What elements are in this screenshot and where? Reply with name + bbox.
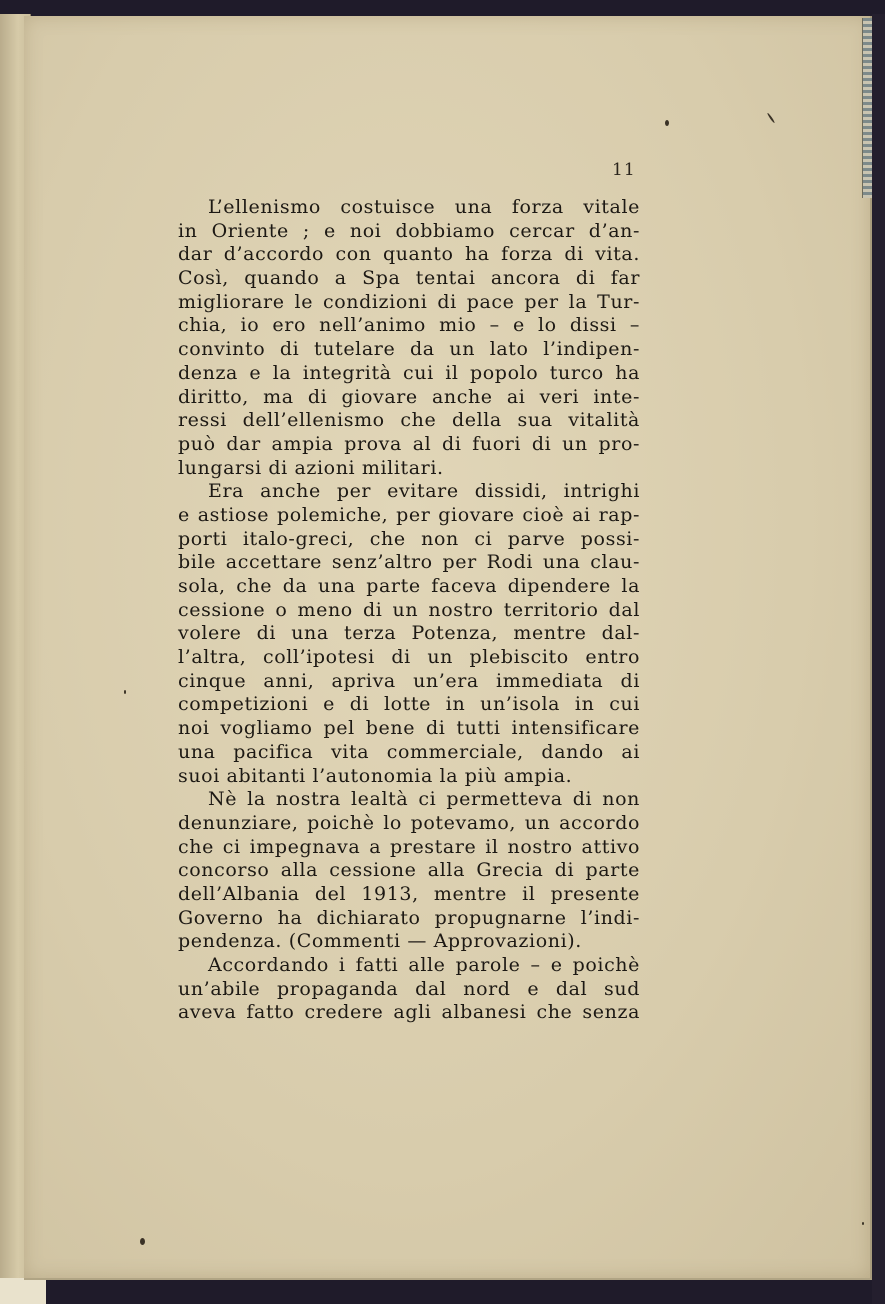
text-line: cinque anni, apriva un’era immediata di	[178, 669, 640, 692]
text-line: suoi abitanti l’autonomia la più ampia.	[178, 764, 573, 787]
text-line: concorso alla cessione alla Grecia di parte	[178, 859, 640, 882]
text-line: volere di una terza Potenza, mentre dal-	[178, 622, 640, 645]
text-line: lungarsi di azioni militari.	[178, 456, 444, 479]
paper-speck	[862, 1222, 864, 1225]
body-text	[178, 196, 640, 1025]
paper-speck	[665, 120, 669, 126]
paper-speck	[140, 1238, 145, 1245]
paper-speck	[124, 690, 126, 694]
text-line: dell’Albania del 1913, mentre il presente	[178, 882, 640, 905]
text-line: diritto, ma di giovare anche ai veri inte-	[178, 385, 640, 408]
text-line: denza e la integrità cui il popolo turco ha	[178, 361, 640, 384]
text-line: chia, io ero nell’animo mio – e lo dissi –	[178, 314, 640, 337]
page-number: 11	[612, 160, 636, 180]
text-line: sola, che da una parte faceva dipendere la	[178, 575, 640, 597]
text-line: un’abile propaganda dal nord e dal sud	[178, 977, 640, 1000]
text-line: ressi dell’ellenismo che della sua vitalità	[178, 409, 640, 432]
text-line: cessione o meno di un nostro territorio dal	[178, 598, 640, 621]
text-line: Accordando i fatti alle parole – e poichè	[208, 954, 640, 976]
text-line: una pacifica vita commerciale, dando ai	[178, 740, 640, 763]
text-line: migliorare le condizioni di pace per la Tur-	[178, 290, 640, 313]
previous-page-corner	[0, 1278, 46, 1304]
text-line: bile accettare senz’altro per Rodi una clau-	[178, 551, 640, 574]
text-line: competizioni e di lotte in un’isola in cui	[178, 693, 640, 716]
text-line: e astiose polemiche, per giovare cioè ai rap-	[178, 503, 640, 526]
text-line: pendenza. (Commenti — Approvazioni).	[178, 930, 582, 953]
text-line: può dar ampia prova al di fuori di un pro-	[178, 432, 640, 455]
text-line: L’ellenismo costuisce una forza vitale	[208, 196, 640, 218]
text-line: Così, quando a Spa tentai ancora di far	[178, 267, 640, 290]
text-line: convinto di tutelare da un lato l’indipen-	[178, 338, 640, 361]
text-line: denunziare, poichè lo potevamo, un accordo	[178, 811, 640, 834]
text-line: Governo ha dichiarato propugnarne l’indi-	[178, 906, 640, 929]
text-line: in Oriente ; e noi dobbiamo cercar d’an-	[178, 219, 640, 242]
text-line: Nè la nostra lealtà ci permetteva di non	[208, 788, 640, 811]
text-line: dar d’accordo con quanto ha forza di vita.	[178, 243, 640, 266]
right-border	[872, 14, 885, 1304]
text-line: porti italo-greci, che non ci parve possi-	[178, 527, 640, 550]
text-line: aveva fatto credere agli albanesi che senza	[178, 1001, 640, 1024]
text-line: che ci impegnava a prestare il nostro attivo	[178, 835, 640, 858]
text-line: l’altra, coll’ipotesi di un plebiscito entro	[178, 646, 640, 669]
text-line: noi vogliamo pel bene di tutti intensificare	[178, 717, 640, 740]
text-line: Era anche per evitare dissidi, intrighi	[208, 480, 640, 503]
